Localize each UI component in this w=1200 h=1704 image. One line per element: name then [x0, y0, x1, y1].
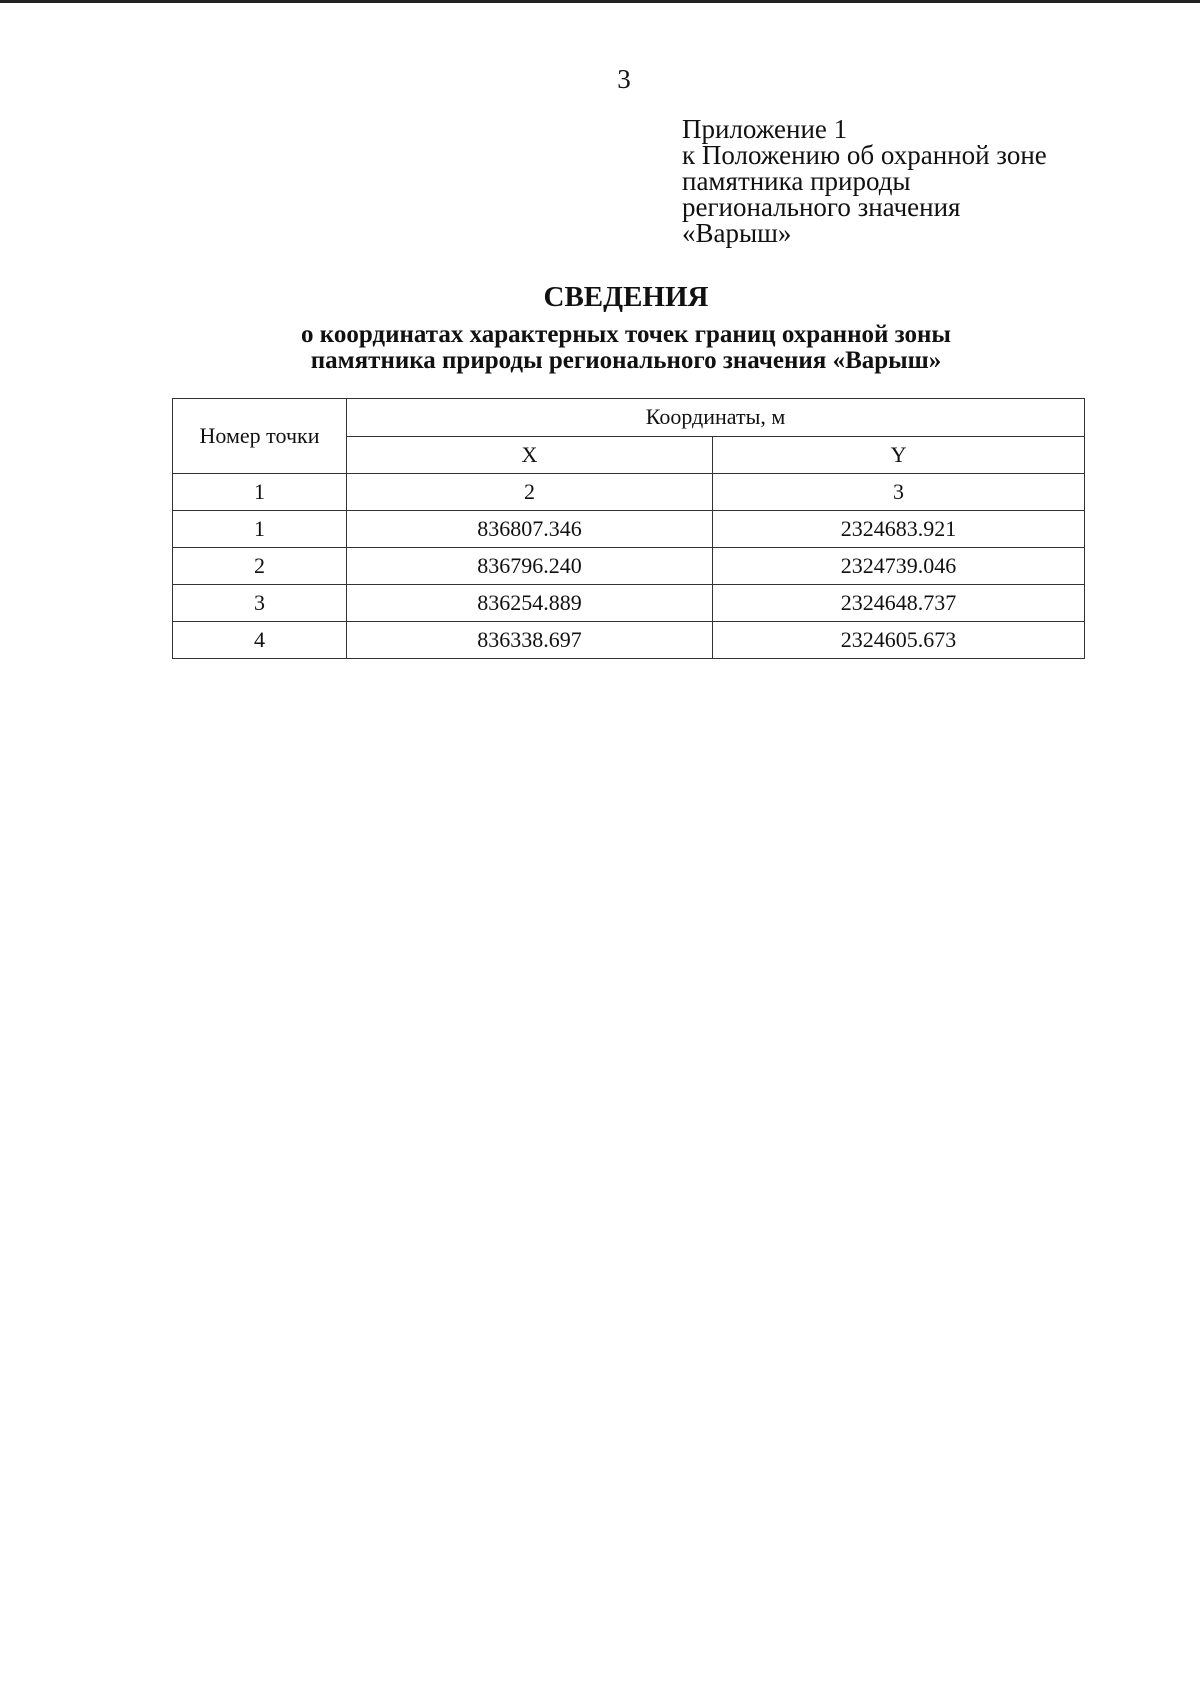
x-coordinate-cell: 836796.240	[347, 548, 713, 585]
appendix-note	[682, 116, 1102, 246]
header-y: Y	[713, 436, 1085, 474]
table-row	[173, 548, 1085, 585]
subtitle-line: о координатах характерных точек границ охранной зоны	[301, 321, 951, 348]
page-number: 3	[617, 64, 631, 94]
top-border-line	[0, 0, 1200, 3]
header-x: X	[347, 436, 713, 474]
point-number-cell: 4	[173, 622, 347, 659]
appendix-line: «Варыш»	[682, 218, 792, 248]
column-number: 2	[347, 474, 713, 511]
appendix-line: к Положению об охранной зоне	[682, 140, 1047, 170]
document-subtitle	[0, 322, 1200, 374]
table-row	[173, 622, 1085, 659]
column-number: 3	[713, 474, 1085, 511]
coordinates-table	[172, 398, 1085, 659]
x-coordinate-cell: 836338.697	[347, 622, 713, 659]
y-coordinate-cell: 2324739.046	[713, 548, 1085, 585]
point-number-cell: 1	[173, 511, 347, 548]
table-row	[173, 511, 1085, 548]
subtitle-line: памятника природы регионального значения «Варыш»	[310, 347, 942, 374]
point-number-cell: 3	[173, 585, 347, 622]
appendix-line: Приложение 1	[682, 114, 848, 144]
y-coordinate-cell: 2324648.737	[713, 585, 1085, 622]
x-coordinate-cell: 836807.346	[347, 511, 713, 548]
column-number: 1	[173, 474, 347, 511]
column-number-row	[173, 474, 1085, 511]
table-header-row	[173, 399, 1085, 437]
appendix-line: памятника природы	[682, 166, 911, 196]
header-coordinates: Координаты, м	[347, 399, 1085, 437]
table-row	[173, 585, 1085, 622]
appendix-line: регионального значения	[682, 192, 961, 222]
x-coordinate-cell: 836254.889	[347, 585, 713, 622]
document-title: СВЕДЕНИЯ	[543, 281, 709, 313]
y-coordinate-cell: 2324605.673	[713, 622, 1085, 659]
point-number-cell: 2	[173, 548, 347, 585]
header-point-number: Номер точки	[173, 399, 347, 474]
y-coordinate-cell: 2324683.921	[713, 511, 1085, 548]
